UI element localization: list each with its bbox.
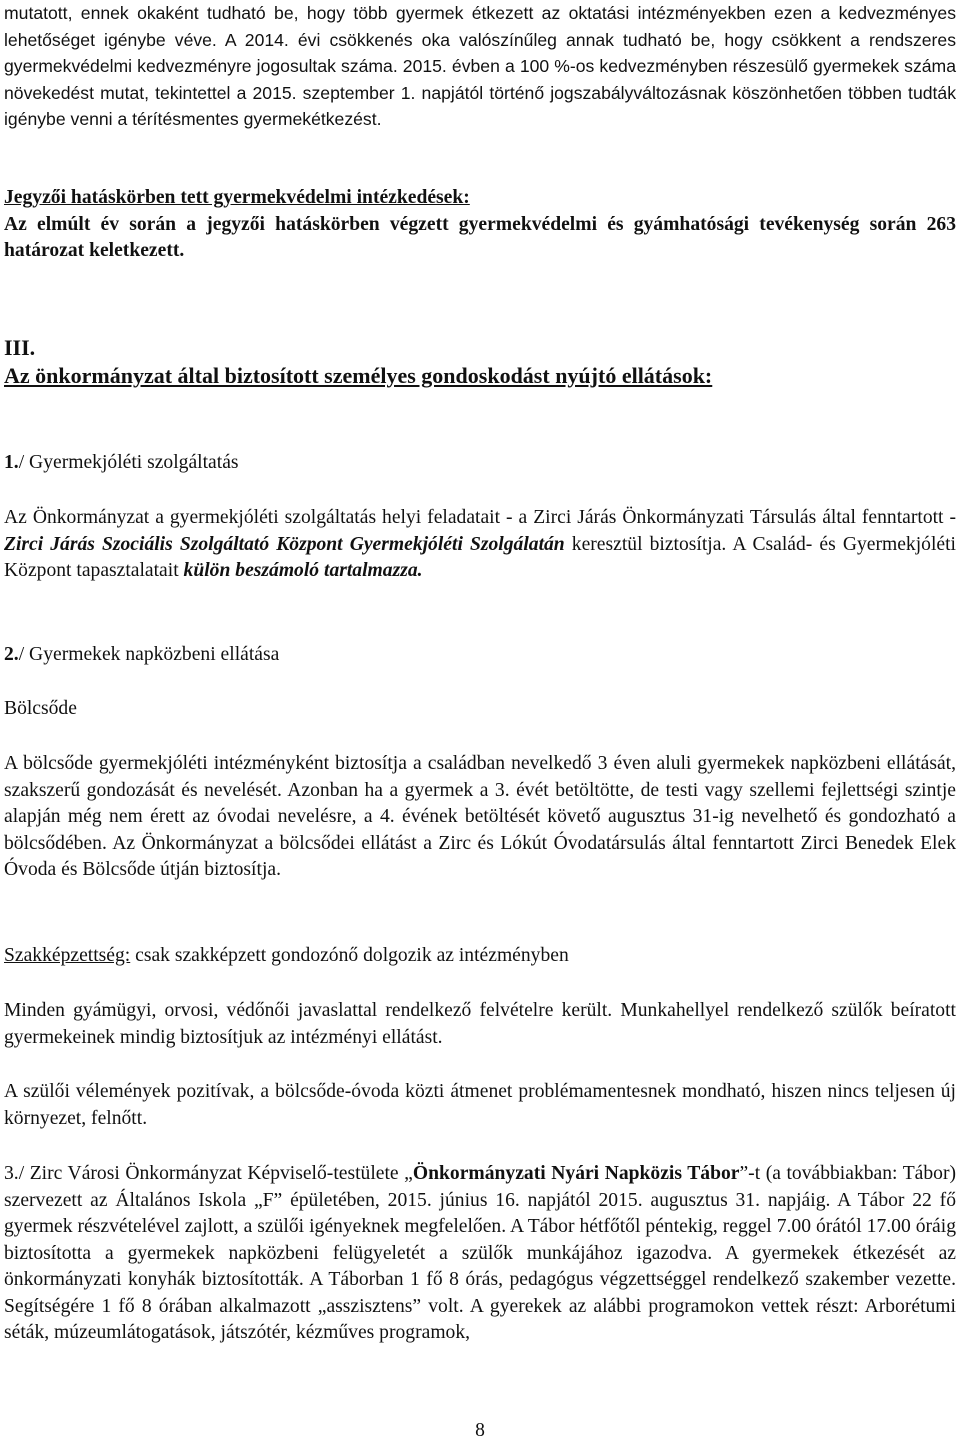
section-number: III. [4,335,36,360]
szuloi-paragraph: A szülői vélemények pozitívak, a bölcsőde-óvoda közti átmenet problémamentesnek mondható, hiszen nincs teljesen új környezet, felnőtt. [4,1081,956,1129]
tabor-text-a: 3./ Zirc Városi Önkormányzat Képviselő-testülete „ [4,1163,413,1184]
jegyzoi-heading: Jegyzői hatáskörben tett gyermekvédelmi intézkedések: [4,187,470,208]
bolcsode-paragraph: A bölcsőde gyermekjóléti intézményként biztosítja a családban nevelkedő 3 éven aluli gyermekek napközbeni ellátását, szakszerű gondozását és nevelését. Azonban ha a gyermek a 3. évét betöltötte, de testi vagy szellemi fejlettségi szintje alapján még nem érett az óvodai nevelésre, a 4. évének betöltését követő augusztus 31-ig nevelhető és gondozható a bölcsődében. Az Önkormányzat a bölcsődei ellátást a Zirc és Lókút Óvodatársulás által fenntartott Zirci Benedek Elek Óvoda és Bölcsőde útján biztosítja. [4,753,956,880]
gyermekjoleti-text-c: keresztül biztosítja. A Család- és Gyermekjóléti Központ tapasztalatait [4,533,956,581]
tabor-name: Önkormányzati Nyári Napközis Tábor [412,1163,740,1184]
section-title: Az önkormányzat által biztosított személyes gondoskodást nyújtó ellátások: [4,363,713,388]
subsection-1-title: / Gyermekjóléti szolgáltatás [18,452,239,473]
jegyzoi-section [4,185,956,265]
szakkepzettseg-text: csak szakképzett gondozónő dolgozik az intézményben [130,945,569,966]
page-number: 8 [475,1420,485,1441]
subsection-1-number: 1. [4,452,19,473]
gyermekjoleti-note: külön beszámoló tartalmazza. [183,560,423,581]
subsection-2-number: 2. [4,644,19,665]
subsection-2-heading [4,642,956,669]
tabor-paragraph [4,1161,956,1347]
gyermekjoleti-paragraph [4,505,956,585]
szakkepzettseg-label: Szakképzettség: [4,945,131,966]
gyermekjoleti-text-a: Az Önkormányzat a gyermekjóléti szolgáltatás helyi feladatait - a Zirci Járás Önkormányzati Társulás által fenntartott - [4,507,956,528]
jegyzoi-text: Az elmúlt év során a jegyzői hatáskörben végzett gyermekvédelmi és gyámhatósági tevékenység során 263 határozat keletkezett. [4,213,956,261]
gyermekjoleti-provider: Zirci Járás Szociális Szolgáltató Központ Gyermekjóléti Szolgálatán [4,533,565,555]
felvetel-paragraph: Minden gyámügyi, orvosi, védőnői javaslattal rendelkező felvételre került. Munkahellyel rendelkező szülők beíratott gyermekeinek mindig biztosítjuk az intézményi ellátást. [4,1000,956,1048]
subsection-2-title: / Gyermekek napközbeni ellátása [18,644,280,665]
szakkepzettseg-line [4,943,956,970]
intro-paragraph: mutatott, ennek okaként tudható be, hogy több gyermek étkezett az oktatási intézményekben ezen a kedvezményes lehetőséget igénybe véve. A 2014. évi csökkenés oka valószínűleg annak tudható be, hogy csökkent a rendszeres gyermekvédelmi kedvezményre jogosultak száma. 2015. évben a 100 %-os kedvezményben részesülő gyermekek száma növekedést mutat, tekintettel a 2015. szeptember 1. napjától történő jogszabályváltozásnak köszönhetően többen tudták igénybe venni a térítésmentes gyermekétkezést. [4,3,956,129]
subsection-1-heading [4,450,956,477]
tabor-text-c: ”-t (a továbbiakban: Tábor) szervezett az Általános Iskola „F” épületében, 2015. június 16. napjától 2015. augusztus 31. napjáig. A Tábor 22 fő gyermek részvételével zajlott, a szülői igényeknek megfelelően. A Tábor hétfőtől péntekig, reggel 7.00 órától 17.00 óráig biztosította a gyermekek napközbeni felügyeletét a szülők munkájához igazodva. A gyermekek étkezését az önkormányzati konyhák biztosították. A Táborban 1 fő 8 órás, pedagógus végzettséggel rendelkező szakember vezette. Segítségére 1 fő 8 órában alkalmazott „asszisztens” volt. A gyerekek az alábbi programokon vettek részt: Arborétumi séták, múzeumlátogatások, játszótér, kézműves programok, [4,1163,956,1343]
bolcsode-heading: Bölcsőde [4,698,77,719]
